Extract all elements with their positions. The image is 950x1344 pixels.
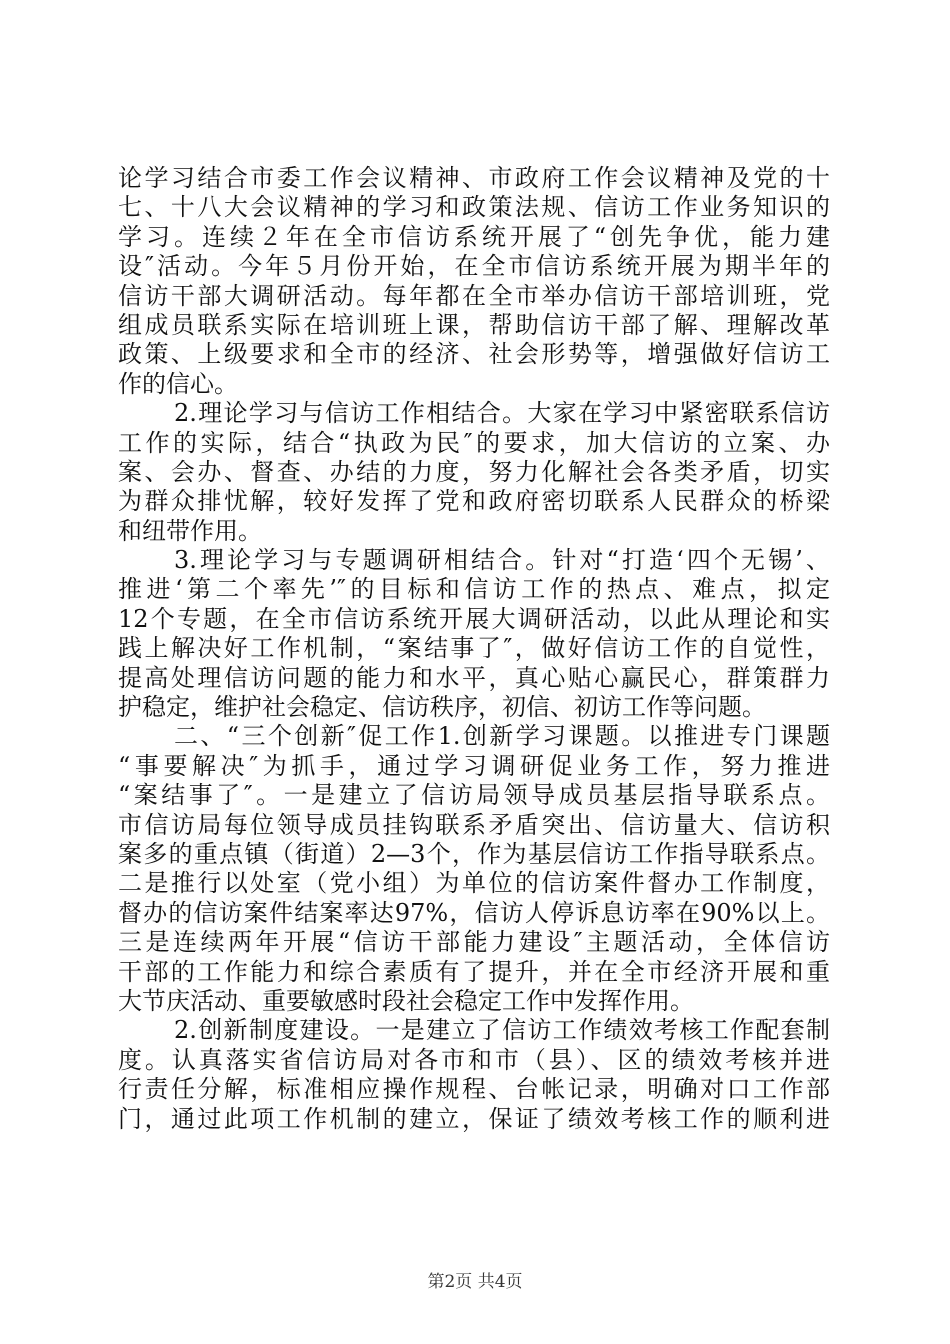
text-line: 设″活动。今年５月份开始，在全市信访系统开展为期半年的 bbox=[118, 252, 830, 281]
page-number-footer: 第2页 共4页 bbox=[427, 1272, 523, 1292]
text-line: 督办的信访案件结案率达97%，信访人停诉息访率在90%以上。 bbox=[118, 898, 830, 927]
text-line: 提高处理信访问题的能力和水平，真心贴心赢民心，群策群力 bbox=[118, 663, 830, 692]
text-line: 七、十八大会议精神的学习和政策法规、信访工作业务知识的 bbox=[118, 193, 830, 222]
text-line: 行责任分解，标准相应操作规程、台帐记录，明确对口工作部 bbox=[118, 1075, 830, 1104]
text-line: 12个专题，在全市信访系统开展大调研活动，以此从理论和实 bbox=[118, 604, 830, 633]
text-line: 作的信心。 bbox=[118, 369, 238, 398]
section-2-heading-line: 二、“三个创新″促工作1.创新学习课题。以推进专门课题 bbox=[174, 722, 830, 751]
text-line: 论学习结合市委工作会议精神、市政府工作会议精神及党的十 bbox=[118, 164, 830, 192]
text-line: “事要解决″为抓手，通过学习调研促业务工作，努力推进 bbox=[118, 751, 830, 780]
text-line: 和纽带作用。 bbox=[118, 516, 262, 545]
text-line: 践上解决好工作机制，“案结事了″，做好信访工作的自觉性， bbox=[118, 634, 830, 663]
text-line: 推进‘第二个率先’″的目标和信访工作的热点、难点，拟定 bbox=[118, 575, 830, 604]
paragraph-3-heading-line: 3.理论学习与专题调研相结合。针对“打造‘四个无锡’、 bbox=[174, 546, 830, 575]
paragraph-2-heading-line: 2.理论学习与信访工作相结合。大家在学习中紧密联系信访 bbox=[174, 399, 830, 428]
text-line: 工作的实际，结合“执政为民″的要求，加大信访的立案、办 bbox=[118, 428, 830, 457]
text-line: 门，通过此项工作机制的建立，保证了绩效考核工作的顺利进 bbox=[118, 1104, 830, 1133]
text-line: 二是推行以处室（党小组）为单位的信访案件督办工作制度， bbox=[118, 869, 830, 898]
text-line: 信访干部大调研活动。每年都在全市举办信访干部培训班，党 bbox=[118, 281, 830, 310]
text-line: 大节庆活动、重要敏感时段社会稳定工作中发挥作用。 bbox=[118, 986, 694, 1015]
text-line: 护稳定，维护社会稳定、信访秩序，初信、初访工作等问题。 bbox=[118, 693, 766, 722]
text-line: 为群众排忧解，较好发挥了党和政府密切联系人民群众的桥梁 bbox=[118, 487, 830, 516]
text-line: 干部的工作能力和综合素质有了提升，并在全市经济开展和重 bbox=[118, 957, 830, 986]
text-line: 案多的重点镇（街道）2—3个，作为基层信访工作指导联系点。 bbox=[118, 839, 830, 868]
text-line: 度。认真落实省信访局对各市和市（县）、区的绩效考核并进 bbox=[118, 1045, 830, 1074]
text-line: 案、会办、督查、办结的力度，努力化解社会各类矛盾，切实 bbox=[118, 457, 830, 486]
paragraph-system-heading-line: 2.创新制度建设。一是建立了信访工作绩效考核工作配套制 bbox=[174, 1016, 830, 1045]
text-line: 三是连续两年开展“信访干部能力建设″主题活动，全体信访 bbox=[118, 928, 830, 957]
text-line: 市信访局每位领导成员挂钩联系矛盾突出、信访量大、信访积 bbox=[118, 810, 830, 839]
document-body bbox=[118, 164, 830, 1134]
text-line: “案结事了″。一是建立了信访局领导成员基层指导联系点。 bbox=[118, 781, 830, 810]
text-line: 政策、上级要求和全市的经济、社会形势等，增强做好信访工 bbox=[118, 340, 830, 369]
text-line: 学习。连续２年在全市信访系统开展了“创先争优，能力建 bbox=[118, 222, 830, 251]
text-line: 组成员联系实际在培训班上课，帮助信访干部了解、理解改革 bbox=[118, 310, 830, 339]
